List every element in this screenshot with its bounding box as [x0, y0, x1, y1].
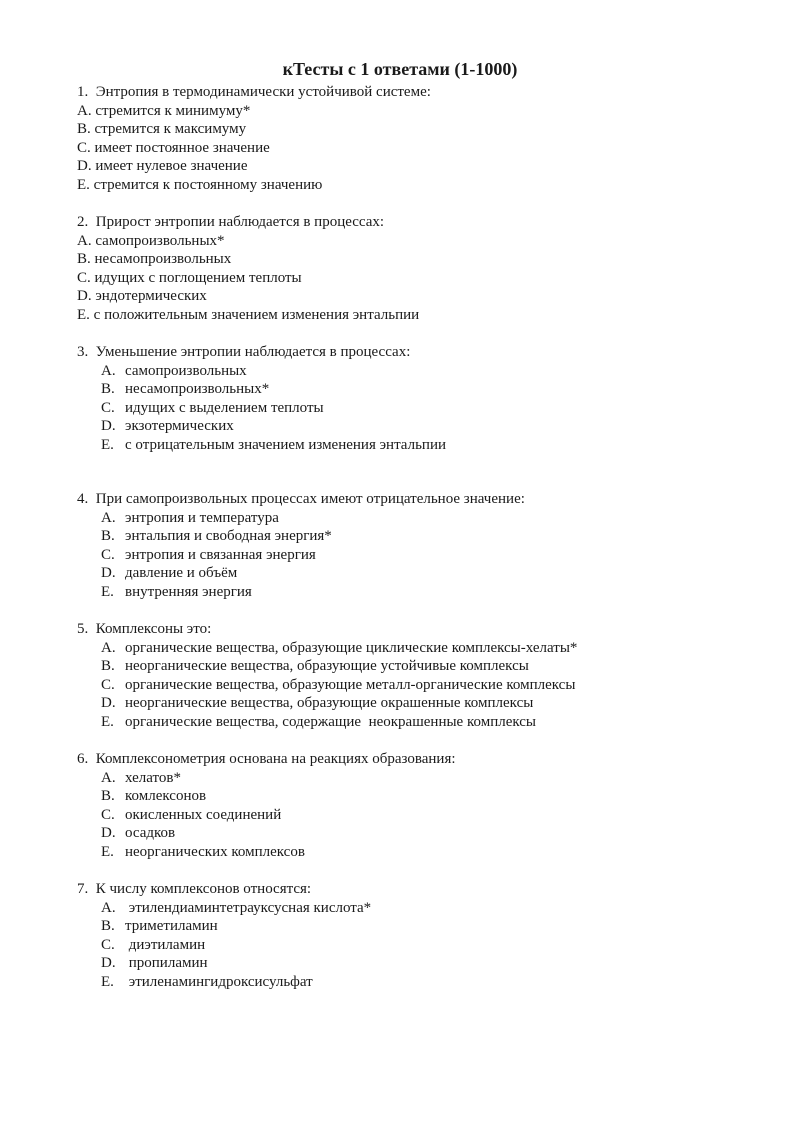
option-text: органические вещества, образующие металл-органические комплексы: [125, 676, 576, 693]
answer-option: [77, 120, 246, 138]
answer-option: [101, 362, 247, 380]
question-text: 5. Комплексоны это:: [77, 621, 212, 637]
option-letter: E.: [101, 713, 114, 730]
option-letter: C.: [77, 269, 91, 286]
option-text: окисленных соединений: [125, 806, 282, 823]
answer-option: [77, 139, 270, 157]
option-text: стремится к минимуму*: [95, 102, 251, 119]
option-letter: B.: [101, 788, 115, 804]
question-text: 1. Энтропия в термодинамически устойчивой системе:: [77, 84, 431, 100]
option-letter: D.: [77, 288, 92, 304]
option-text: триметиламин: [125, 918, 218, 934]
option-text: пропиламин: [125, 955, 208, 971]
option-text: энтропия и связанная энергия: [125, 546, 316, 563]
option-text: идущих с выделением теплоты: [125, 399, 324, 416]
answer-option: [77, 157, 248, 175]
answer-option: [77, 250, 231, 268]
option-text: давление и объём: [125, 565, 238, 581]
answer-option: [101, 843, 305, 861]
answer-option: [101, 899, 371, 917]
answer-option: [101, 787, 206, 805]
option-letter: C.: [101, 399, 115, 416]
answer-option: [77, 232, 225, 250]
question-text: 6. Комплексонометрия основана на реакциях образования:: [77, 751, 456, 767]
answer-option: [101, 546, 316, 564]
option-letter: C.: [101, 936, 115, 953]
option-text: комлексонов: [125, 788, 207, 804]
question-text: 2. Прирост энтропии наблюдается в процессах:: [77, 214, 385, 230]
answer-option: [101, 417, 234, 435]
option-letter: B.: [77, 121, 91, 137]
answer-option: [101, 769, 181, 787]
option-letter: A.: [101, 362, 116, 379]
answer-option: [101, 806, 281, 824]
answer-option: [101, 399, 324, 417]
question-text: 7. К числу комплексонов относятся:: [77, 881, 312, 897]
option-letter: E.: [101, 843, 114, 860]
option-letter: A.: [77, 232, 92, 249]
option-text: имеет постоянное значение: [94, 139, 270, 156]
answer-option: [101, 676, 575, 694]
option-letter: A.: [77, 102, 92, 119]
option-letter: B.: [101, 381, 115, 397]
option-letter: E.: [77, 176, 90, 193]
answer-option: [101, 824, 175, 842]
option-letter: E.: [101, 436, 114, 453]
option-text: органические вещества, образующие циклические комплексы-хелаты*: [125, 639, 578, 656]
option-text: внутренняя энергия: [125, 583, 252, 600]
option-text: осадков: [125, 825, 176, 841]
answer-option: [101, 639, 577, 657]
answer-option: [77, 102, 250, 120]
option-letter: D.: [101, 825, 116, 841]
option-text: несамопроизвольных: [94, 251, 232, 267]
option-text: стремится к максимуму: [94, 121, 247, 137]
option-letter: A.: [101, 639, 116, 656]
option-text: энтропия и температура: [125, 509, 279, 526]
option-text: диэтиламин: [125, 936, 206, 953]
option-text: энтальпия и свободная энергия*: [125, 528, 332, 544]
option-text: имеет нулевое значение: [95, 158, 248, 174]
answer-option: [101, 380, 269, 398]
answer-option: [77, 269, 302, 287]
option-text: этилендиаминтетрауксусная кислота*: [125, 899, 372, 916]
option-letter: B.: [101, 918, 115, 934]
option-letter: D.: [101, 418, 116, 434]
answer-option: [77, 176, 322, 194]
option-letter: C.: [101, 676, 115, 693]
option-text: этиленамингидроксисульфат: [125, 973, 313, 990]
option-letter: D.: [101, 695, 116, 711]
answer-option: [101, 436, 446, 454]
answer-option: [101, 936, 205, 954]
answer-option: [101, 583, 252, 601]
answer-option: [77, 287, 207, 305]
option-letter: B.: [77, 251, 91, 267]
answer-option: [101, 527, 332, 545]
answer-option: [101, 713, 536, 731]
answer-option: [101, 694, 533, 712]
option-letter: A.: [101, 899, 116, 916]
option-letter: D.: [77, 158, 92, 174]
answer-option: [101, 564, 237, 582]
option-text: с положительным значением изменения энтальпии: [93, 306, 420, 323]
option-text: неорганические вещества, образующие устойчивые комплексы: [125, 658, 529, 674]
answer-option: [101, 917, 218, 935]
option-text: самопроизвольных: [125, 362, 247, 379]
option-text: неорганических комплексов: [125, 843, 305, 860]
option-letter: C.: [77, 139, 91, 156]
option-letter: C.: [101, 546, 115, 563]
question-text: 4. При самопроизвольных процессах имеют отрицательное значение:: [77, 491, 525, 507]
option-letter: C.: [101, 806, 115, 823]
option-letter: A.: [101, 769, 116, 786]
option-text: хелатов*: [125, 769, 181, 786]
option-letter: E.: [101, 583, 114, 600]
answer-option: [101, 973, 313, 991]
option-letter: E.: [101, 973, 114, 990]
question-text: 3. Уменьшение энтропии наблюдается в процессах:: [77, 344, 411, 360]
option-letter: B.: [101, 528, 115, 544]
option-text: идущих с поглощением теплоты: [94, 269, 302, 286]
option-letter: D.: [101, 565, 116, 581]
option-letter: A.: [101, 509, 116, 526]
answer-option: [101, 954, 208, 972]
answer-option: [101, 657, 529, 675]
option-text: эндотермических: [95, 288, 207, 304]
option-text: несамопроизвольных*: [125, 381, 270, 397]
option-letter: B.: [101, 658, 115, 674]
option-text: стремится к постоянному значению: [93, 176, 323, 193]
option-text: органические вещества, содержащие неокрашенные комплексы: [125, 713, 537, 730]
document-title: кТесты с 1 ответами (1-1000): [282, 59, 518, 79]
option-letter: D.: [101, 955, 116, 971]
option-text: неорганические вещества, образующие окрашенные комплексы: [125, 695, 534, 711]
option-text: самопроизвольных*: [95, 232, 225, 249]
option-letter: E.: [77, 306, 90, 323]
option-text: экзотермических: [125, 418, 234, 434]
answer-option: [101, 509, 279, 527]
option-text: с отрицательным значением изменения энтальпии: [125, 436, 447, 453]
answer-option: [77, 306, 419, 324]
